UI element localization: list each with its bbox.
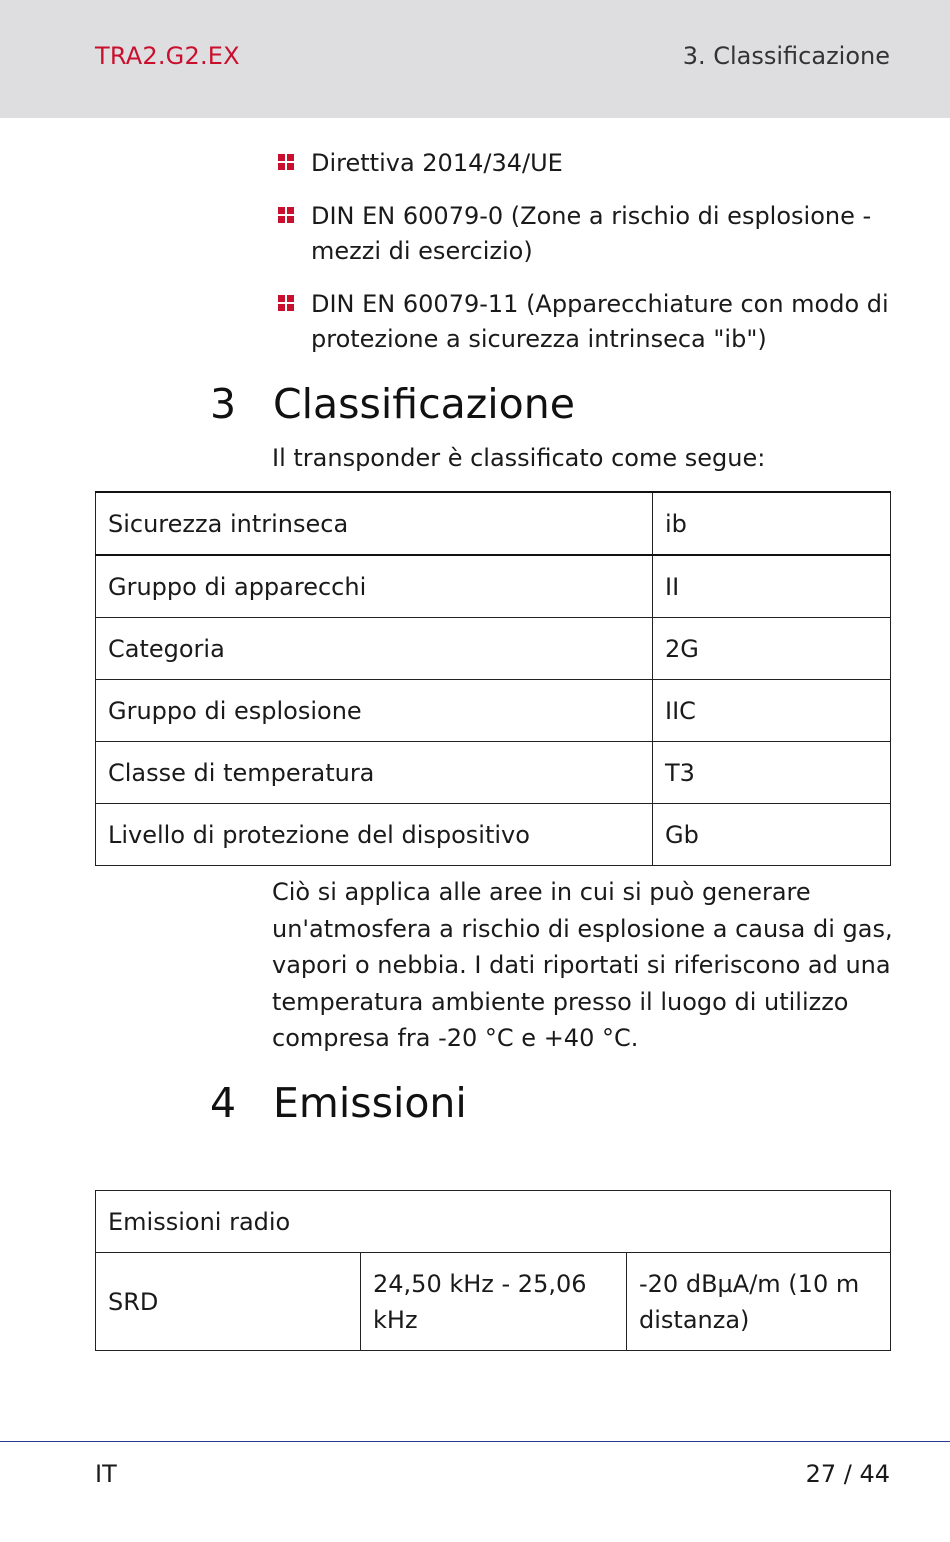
row-label: Gruppo di esplosione bbox=[96, 680, 653, 742]
bullet-squares-icon bbox=[278, 207, 294, 223]
paragraph-line: compresa fra -20 °C e +40 °C. bbox=[272, 1024, 639, 1052]
applicability-paragraph bbox=[272, 874, 902, 1057]
row-value: II bbox=[653, 555, 891, 618]
table-row bbox=[96, 618, 891, 680]
bullet-squares-icon bbox=[278, 295, 294, 311]
table-row bbox=[96, 680, 891, 742]
page-header bbox=[0, 0, 950, 118]
list-item-text-continued: mezzi di esercizio) bbox=[311, 237, 533, 265]
list-item-text: DIN EN 60079-11 (Apparecchiature con modo di bbox=[311, 290, 889, 318]
power-line: distanza) bbox=[639, 1305, 750, 1334]
paragraph-line: un'atmosfera a rischio di esplosione a causa di gas, bbox=[272, 914, 893, 943]
section-4-heading bbox=[210, 1079, 810, 1129]
row-label: Classe di temperatura bbox=[96, 742, 653, 804]
paragraph-line: Ciò si applica alle aree in cui si può generare bbox=[272, 878, 811, 906]
power-line: -20 dBµA/m (10 m bbox=[639, 1269, 860, 1298]
emission-type: SRD bbox=[96, 1253, 361, 1351]
section-number: 4 bbox=[210, 1079, 237, 1127]
row-label: Gruppo di apparecchi bbox=[96, 555, 653, 618]
footer-divider bbox=[0, 1441, 950, 1442]
list-item-text-continued: protezione a sicurezza intrinseca "ib") bbox=[311, 325, 767, 353]
list-item-text: DIN EN 60079-0 (Zone a rischio di esplosione - bbox=[311, 202, 872, 230]
row-label: Sicurezza intrinseca bbox=[96, 492, 653, 555]
table-row bbox=[96, 1191, 891, 1253]
table-row bbox=[96, 555, 891, 618]
row-label: Livello di protezione del dispositivo bbox=[96, 804, 653, 866]
row-value: T3 bbox=[653, 742, 891, 804]
section-3-heading bbox=[210, 380, 810, 430]
frequency-cell bbox=[361, 1253, 627, 1351]
classification-table bbox=[95, 491, 891, 866]
emissions-table bbox=[95, 1190, 891, 1351]
row-label: Categoria bbox=[96, 618, 653, 680]
page-number: 27 / 44 bbox=[805, 1460, 890, 1488]
list-item bbox=[278, 287, 898, 357]
section-3-intro: Il transponder è classificato come segue: bbox=[272, 444, 766, 472]
row-value: ib bbox=[653, 492, 891, 555]
list-item-text: Direttiva 2014/34/UE bbox=[311, 149, 563, 177]
table-header-cell: Emissioni radio bbox=[96, 1191, 891, 1253]
bullet-squares-icon bbox=[278, 154, 294, 170]
row-value: 2G bbox=[653, 618, 891, 680]
table-row bbox=[96, 1253, 891, 1351]
table-row bbox=[96, 492, 891, 555]
standards-list bbox=[278, 146, 898, 375]
table-row bbox=[96, 742, 891, 804]
list-item bbox=[278, 146, 898, 181]
list-item bbox=[278, 199, 898, 269]
running-section-title: 3. Classificazione bbox=[682, 42, 890, 70]
frequency-line: 24,50 kHz - 25,06 bbox=[373, 1269, 587, 1298]
footer-language: IT bbox=[95, 1460, 117, 1488]
row-value: Gb bbox=[653, 804, 891, 866]
table-row bbox=[96, 804, 891, 866]
section-title: Classificazione bbox=[273, 380, 575, 428]
frequency-line: kHz bbox=[373, 1305, 418, 1334]
paragraph-line: vapori o nebbia. I dati riportati si riferiscono ad una bbox=[272, 951, 891, 979]
row-value: IIC bbox=[653, 680, 891, 742]
paragraph-line: temperatura ambiente presso il luogo di utilizzo bbox=[272, 987, 849, 1016]
power-cell bbox=[627, 1253, 891, 1351]
product-name: TRA2.G2.EX bbox=[95, 42, 240, 70]
section-title: Emissioni bbox=[273, 1079, 467, 1127]
section-number: 3 bbox=[210, 380, 237, 428]
